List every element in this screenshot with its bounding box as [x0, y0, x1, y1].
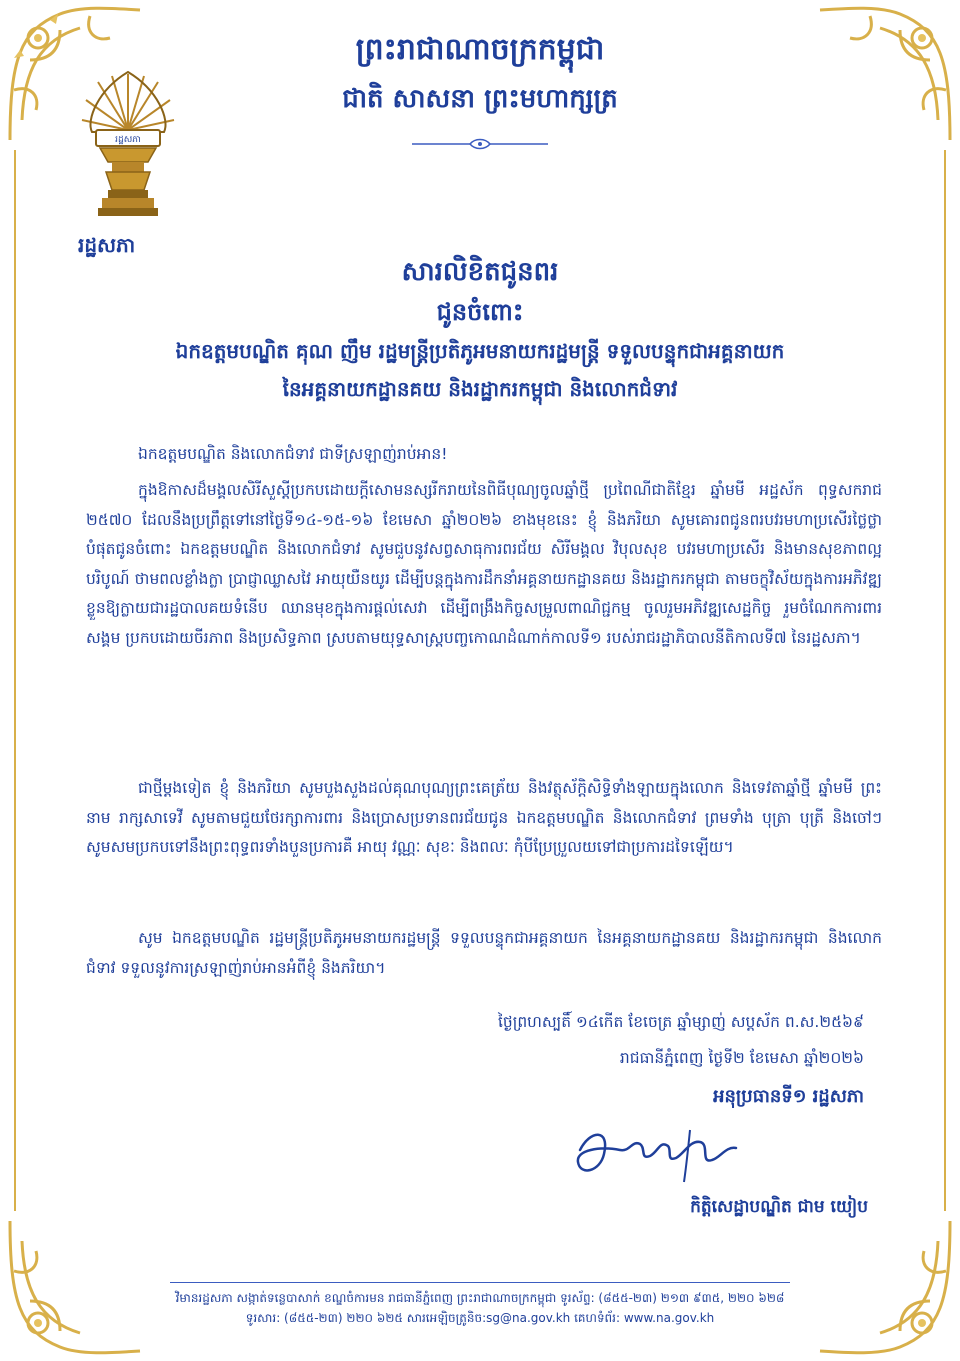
national-assembly-emblem	[78, 70, 178, 230]
date-solar: រាជធានីភ្នំពេញ ថ្ងៃទី២ ខែមេសា ឆ្នាំ២០២៦	[619, 1049, 864, 1067]
salutation-text: ឯកឧត្តមបណ្ឌិត និងលោកជំទាវ ជាទីស្រឡាញ់រាប់អាន!	[138, 445, 448, 463]
footer-divider	[170, 1282, 790, 1283]
institution-label: រដ្ឋសភា	[78, 233, 136, 257]
paragraph-3-text: សូម ឯកឧត្តមបណ្ឌិត រដ្ឋមន្ត្រីប្រតិភូអមនាយករដ្ឋមន្ត្រី ទទួលបន្ទុកជាអគ្គនាយក នៃអគ្គនាយកដ្ឋានគយ និងរដ្ឋាករកម្ពុជា និងលោកជំទាវ ទទួលនូវការស្រឡាញ់រាប់អានអំពីខ្ញុំ និងភរិយា។	[86, 929, 882, 977]
corner-ornament-top-right	[810, 0, 960, 150]
corner-ornament-bottom-right	[810, 1211, 960, 1361]
body-paragraph-2	[86, 774, 882, 869]
footer-address: វិមានរដ្ឋសភា សង្កាត់ទន្លេបាសាក់ ខណ្ឌចំការមន រាជធានីភ្នំពេញ ព្រះរាជាណាចក្រកម្ពុជា ទូរស័ព្ទ: (៨៥៥-២៣) ២១៣ ៩៣៥, ២២០ ៦២៨	[175, 1291, 785, 1305]
border-line-right	[944, 150, 946, 1211]
salutation	[86, 440, 882, 476]
corner-ornament-bottom-left	[0, 1211, 150, 1361]
divider-ornament	[410, 137, 550, 151]
emblem-label-text: រដ្ឋសភា	[115, 135, 141, 145]
signer-title: អនុប្រធានទី១ រដ្ឋសភា	[713, 1086, 864, 1107]
addressed-to-label: ជូនចំពោះ	[436, 298, 524, 326]
border-line-left	[14, 150, 16, 1211]
recipient-line-1: ឯកឧត្តមបណ្ឌិត គុណ ញឹម រដ្ឋមន្ត្រីប្រតិភូអមនាយករដ្ឋមន្ត្រី ទទួលបន្ទុកជាអគ្គនាយក	[175, 339, 785, 363]
paragraph-1-text: ក្នុងឱកាសដ៏មង្គលសិរីសួស្ដីប្រកបដោយក្ដីសោមនស្សរីករាយនៃពិធីបុណ្យចូលឆ្នាំថ្មី ប្រពៃណីជាតិខ្មែរ ឆ្នាំមមី អដ្ឋស័ក ពុទ្ធសករាជ ២៥៧០ ដែលនឹងប្រព្រឹត្តទៅនៅថ្ងៃទី១៤-១៥-១៦ ខែមេសា ឆ្នាំ២០២៦ ខាងមុខនេះ ខ្ញុំ និងភរិយា សូមគោរពជូនពរបវរមហាប្រសើរថ្លៃថ្លាបំផុតជូនចំពោះ ឯកឧត្តមបណ្ឌិត និងលោកជំទាវ សូមជួបនូវសព្វសាធុការពរជ័យ សិរីមង្គល វិបុលសុខ បវរមហាប្រសើរ និងមានសុខភាពល្អបរិបូណ៍ ថាមពលខ្លាំងក្លា ប្រាជ្ញាឈ្លាសវៃ អាយុយឺនយូរ ដើម្បីបន្តក្នុងការដឹកនាំអគ្គនាយកដ្ឋានគយ និងរដ្ឋាករកម្ពុជា តាមចក្ខុវិស័យក្នុងការអភិវឌ្ឍខ្លួនឱ្យក្លាយជារដ្ឋបាលគយទំនើប ឈានមុខក្នុងការផ្ដល់សេវា ដើម្បីពង្រឹងកិច្ចសម្រួលពាណិជ្ជកម្ម ចូលរួមអភិវឌ្ឍសេដ្ឋកិច្ច រួមចំណែកការពារសង្គម ប្រកបដោយចីរភាព និងប្រសិទ្ធភាព ស្របតាមយុទ្ធសាស្ត្របញ្ចកោណដំណាក់កាលទី១ របស់រាជរដ្ឋាភិបាលនីតិកាលទី៧ នៃរដ្ឋសភា។	[86, 481, 882, 647]
paragraph-2-text: ជាថ្មីម្ដងទៀត ខ្ញុំ និងភរិយា សូមបួងសួងដល់គុណបុណ្យព្រះគេត្រ័យ និងវត្ថុស័ក្តិសិទ្ធិទាំងឡាយក្នុងលោក និងទេវតាឆ្នាំថ្មី ឆ្នាំមមី ព្រះនាម រាក្សសាទេវី សូមតាមជួយថែរក្សាការពារ និងប្រោសប្រទានពរជ័យជូន ឯកឧត្តមបណ្ឌិត និងលោកជំទាវ ព្រមទាំង បុត្រា បុត្រី និងចៅៗ សូមសមប្រកបទៅនឹងព្រះពុទ្ធពរទាំងបួនប្រការគឺ អាយុ វណ្ណៈ សុខៈ និងពលៈ កុំបីប្រែប្រួលយទៅជាប្រការដទៃឡើយ។	[86, 779, 882, 856]
body-paragraph-3	[86, 924, 882, 989]
document-type-title: សារលិខិតជូនពរ	[401, 257, 559, 287]
recipient-line-2: នៃអគ្គនាយកដ្ឋានគយ និងរដ្ឋាករកម្ពុជា និងលោកជំទាវ	[282, 377, 678, 401]
national-motto: ជាតិ សាសនា ព្រះមហាក្សត្រ	[342, 84, 618, 114]
body-paragraph-1	[86, 476, 882, 659]
footer-contact: ទូរសារ: (៨៥៥-២៣) ២២០ ៦២៥ សារអេឡិចត្រូនិច:sg@na.gov.kh គេហទំព័រ: www.na.gov.kh	[245, 1311, 715, 1325]
date-lunar: ថ្ងៃព្រហស្បតិ៍ ១៤កើត ខែចេត្រ ឆ្នាំម្សាញ់ សប្តស័ក ព.ស.២៥៦៩	[497, 1013, 864, 1031]
signer-name: កិត្តិសេដ្ឋាបណ្ឌិត ជាម យៀប	[690, 1197, 868, 1217]
handwritten-signature	[560, 1110, 750, 1190]
kingdom-name: ព្រះរាជាណាចក្រកម្ពុជា	[355, 32, 605, 67]
